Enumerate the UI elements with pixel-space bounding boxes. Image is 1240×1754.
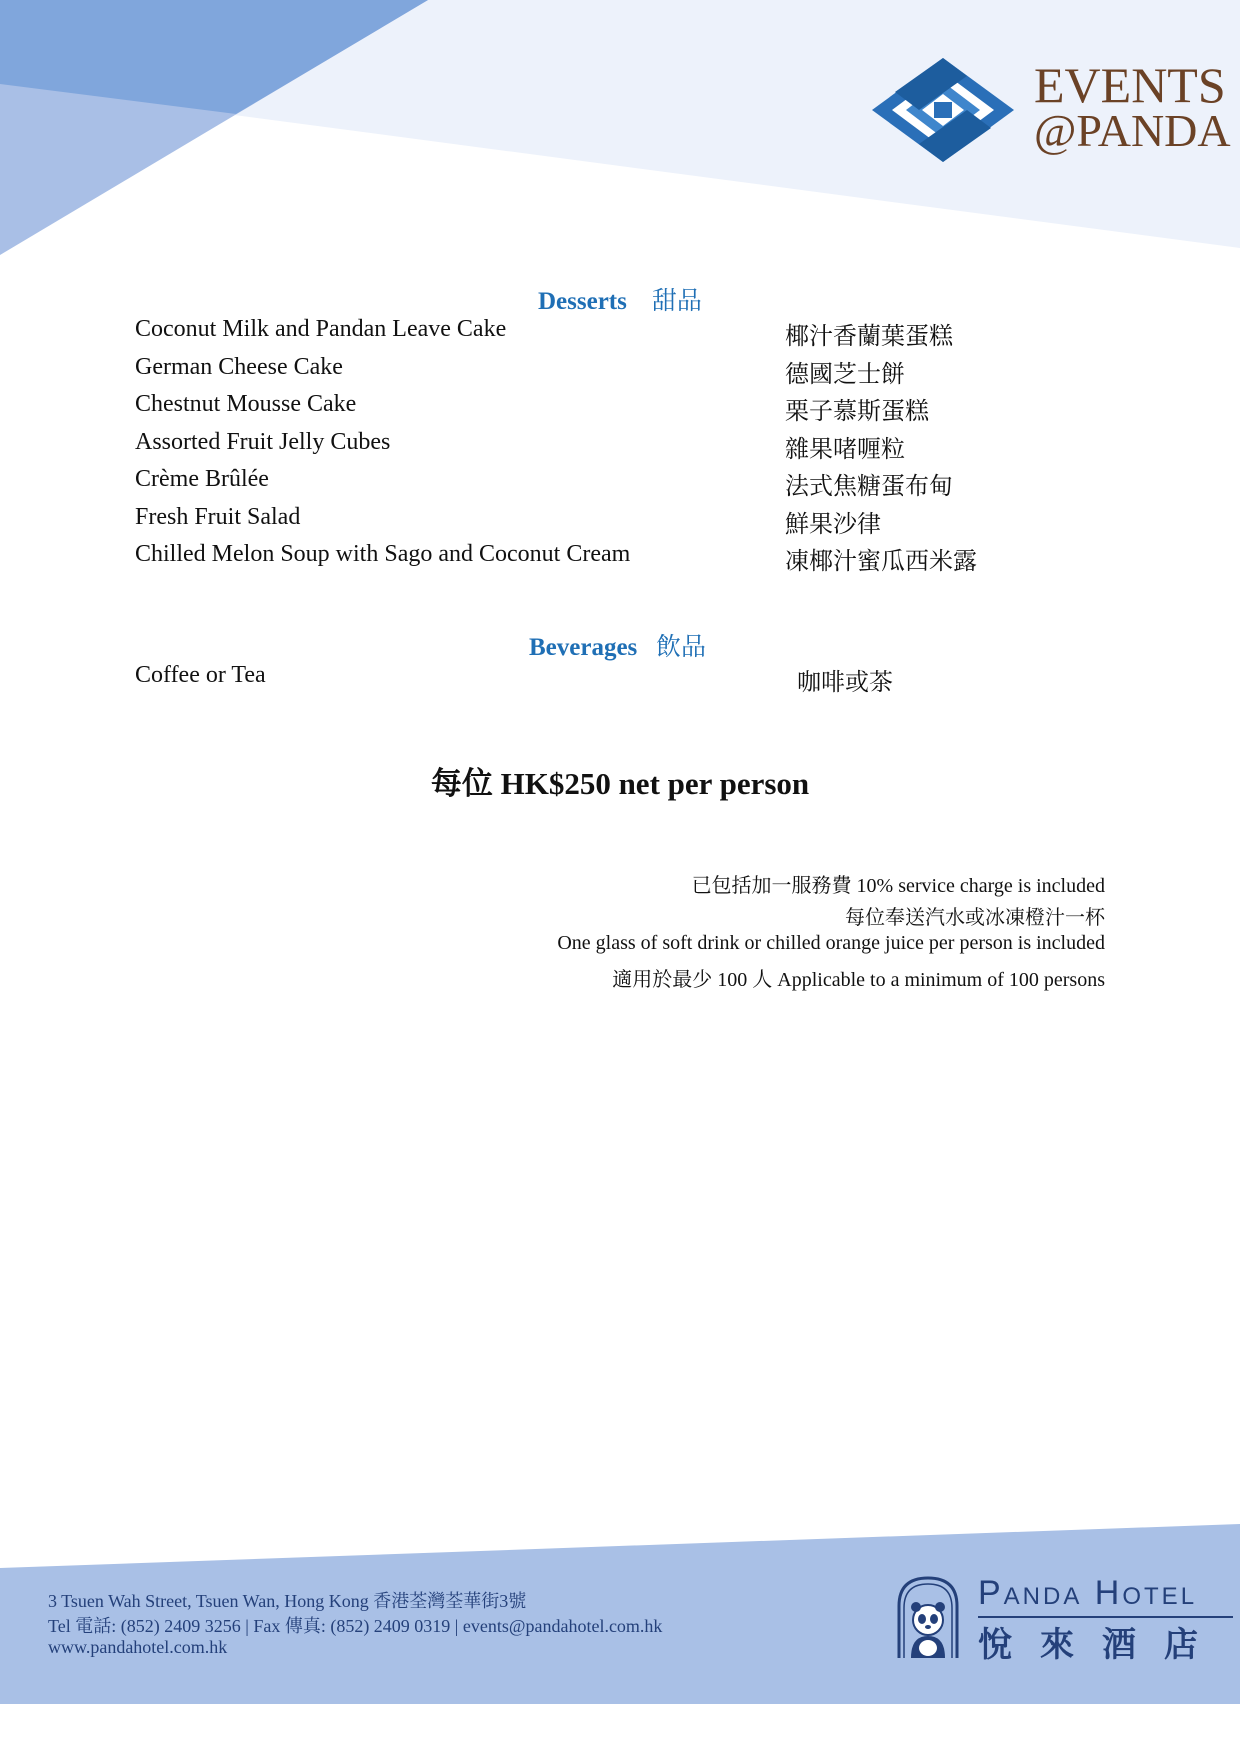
beverage-item-en: Coffee or Tea: [135, 662, 266, 688]
dessert-item-en: Chestnut Mousse Cake: [135, 391, 357, 417]
price-per-person: 每位 HK$250 net per person: [430, 766, 810, 801]
dessert-item-zh: 椰汁香蘭葉蛋糕: [785, 322, 953, 350]
note-minimum: 適用於最少 100 人 Applicable to a minimum of 100 persons: [612, 969, 1105, 991]
dessert-item-zh: 栗子慕斯蛋糕: [785, 397, 929, 425]
dessert-item-en: Crème Brûlée: [135, 466, 269, 492]
dessert-item-en: Chilled Melon Soup with Sago and Coconut Cream: [135, 541, 631, 567]
dessert-item-en: Assorted Fruit Jelly Cubes: [135, 429, 391, 455]
panda-hotel-wordmark-zh: 悅來酒店: [978, 1625, 1226, 1665]
dessert-item-en: German Cheese Cake: [135, 354, 343, 380]
desserts-heading: [538, 281, 702, 317]
events-wordmark-line2: @PANDA: [1034, 105, 1231, 156]
events-wordmark-line1: EVENTS: [1034, 57, 1226, 113]
note-drink-en: One glass of soft drink or chilled orange juice per person is included: [557, 932, 1105, 954]
footer-address: 3 Tsuen Wah Street, Tsuen Wan, Hong Kong 香港荃灣荃華街3號: [48, 1591, 527, 1611]
dessert-item-en: Fresh Fruit Salad: [135, 504, 301, 530]
panda-logo-icon: [895, 1574, 961, 1658]
beverages-heading: [529, 627, 706, 663]
events-panda-logo-icon: [872, 58, 1014, 162]
desserts-heading-en: Desserts: [538, 288, 627, 315]
desserts-heading-zh: 甜品: [651, 286, 702, 315]
beverages-heading-en: Beverages: [529, 634, 638, 661]
dessert-item-zh: 鮮果沙律: [785, 510, 881, 538]
note-service-charge: 已包括加一服務費 10% service charge is included: [691, 875, 1105, 897]
beverages-heading-zh: 飲品: [656, 632, 707, 661]
note-drink-zh: 每位奉送汽水或冰凍橙汁一杯: [845, 907, 1105, 929]
dessert-item-zh: 法式焦糖蛋布甸: [785, 472, 953, 500]
dessert-item-en: Coconut Milk and Pandan Leave Cake: [135, 316, 507, 342]
beverage-item-zh: 咖啡或茶: [797, 668, 893, 696]
dessert-item-zh: 德國芝士餅: [785, 360, 905, 388]
footer-website: www.pandahotel.com.hk: [48, 1637, 228, 1657]
footer-contact: Tel 電話: (852) 2409 3256 | Fax 傳真: (852) 2409 0319 | events@pandahotel.com.hk: [48, 1616, 663, 1636]
dessert-item-zh: 雜果啫喱粒: [785, 435, 905, 463]
dessert-item-zh: 凍椰汁蜜瓜西米露: [785, 547, 977, 575]
panda-hotel-wordmark-en: Panda Hotel: [978, 1574, 1198, 1612]
